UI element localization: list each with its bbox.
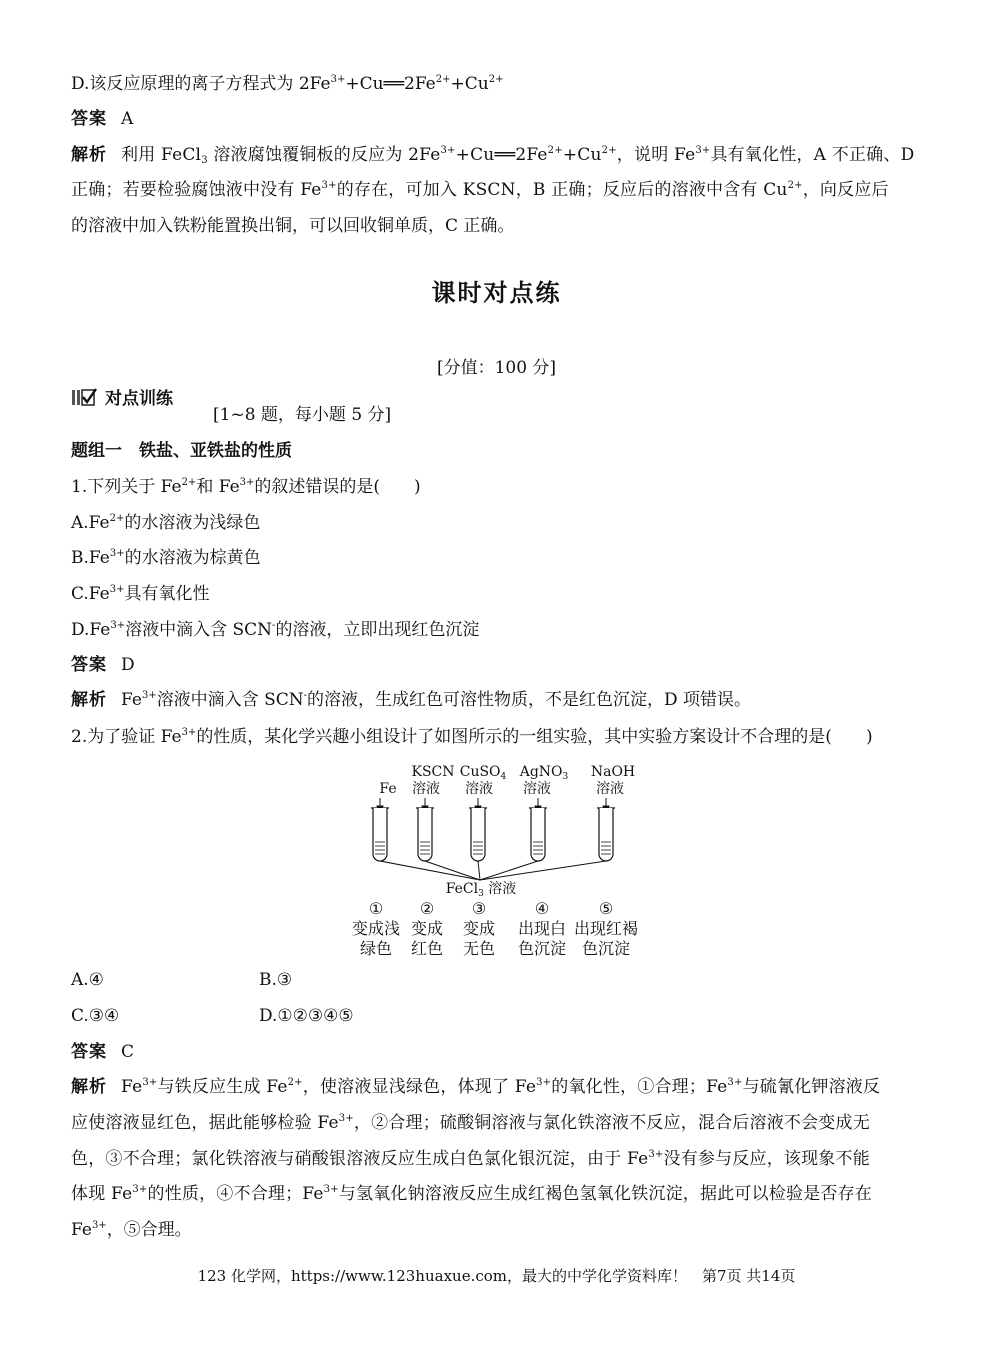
group-title: 题组一 铁盐、亚铁盐的性质: [71, 441, 292, 461]
q1-option-b: $B.Fe^{3+}$的水溶液为棕黄色: [71, 548, 261, 568]
experiment-figure: [0, 758, 993, 958]
test-tube-5: [597, 808, 615, 861]
reagent-kscn: KSCN: [411, 764, 455, 780]
q1-stem: 1.下列关于 $Fe^{2+}$和 $Fe^{3+}$的叙述错误的是( ): [71, 477, 421, 497]
reagent-agno3: AgNO$_3$: [519, 764, 569, 782]
analysis-line-2: 正确；若要检验腐蚀液中没有 $Fe^{3+}$的存在，可加入 KSCN，B 正确；反应后的溶液中含有 $Cu^{2+}$，向反应后: [71, 180, 889, 200]
answer-line-prev: [71, 107, 133, 131]
reagent-agno3-solution: 溶液: [523, 781, 551, 797]
result-1-line1: 变成浅: [351, 919, 401, 938]
practice-label: 对点训练: [105, 389, 173, 409]
result-2-line2: 红色: [410, 939, 444, 958]
score-label: [分值：100 分]: [436, 358, 557, 378]
result-2-line1: 变成: [410, 919, 444, 938]
result-number-2: ②: [419, 899, 435, 918]
q2-option-a: A.④: [71, 970, 104, 990]
result-5-line2: 色沉淀: [581, 939, 631, 958]
practice-heading: [71, 387, 173, 414]
test-tube-2: [416, 808, 434, 861]
page-footer: 123 化学网，https://www.123huaxue.com，最大的中学化学资料库！ 第7页 共14页: [197, 1267, 796, 1285]
q1-option-c: $C.Fe^{3+}$具有氧化性: [71, 584, 210, 604]
result-3-line2: 无色: [462, 939, 496, 958]
q2-option-b: B.③: [259, 970, 293, 990]
answer-label: 答案: [71, 655, 107, 675]
answer-value: D: [121, 655, 135, 675]
analysis-line-3: 的溶液中加入铁粉能置换出铜，可以回收铜单质，C 正确。: [71, 216, 515, 236]
reagent-naoh: NaOH: [590, 764, 636, 780]
q2-answer: [71, 1040, 134, 1064]
answer-value: A: [121, 109, 134, 129]
result-number-3: ③: [471, 899, 487, 918]
q2-analysis-line-5: $Fe^{3+}$，⑤合理。: [71, 1220, 192, 1240]
analysis-line-1: 解析 利用 FeCl$_3$ 溶液腐蚀覆铜板的反应为 $2Fe^{3+}+Cu══2Fe^{2+}+Cu^{2+}$，说明 $Fe^{3+}$具有氧化性，A 不正确、D: [71, 145, 915, 166]
test-tube-4: [529, 808, 547, 861]
reagent-cuso4-solution: 溶液: [465, 781, 493, 797]
result-5-line1: 出现红褐: [573, 919, 639, 938]
result-4-line2: 色沉淀: [517, 939, 567, 958]
result-number-1: ①: [368, 899, 384, 918]
q2-analysis-line-2: 应使溶液显红色，据此能够检验 $Fe^{3+}$，②合理；硫酸铜溶液与氯化铁溶液不反应，混合后溶液不会变成无: [71, 1113, 870, 1133]
option-d-line: D.该反应原理的离子方程式为 $2Fe^{3+}+Cu══2Fe^{2+}+Cu^{2+}$: [71, 74, 504, 94]
analysis-label: 解析: [71, 145, 107, 165]
result-1-line2: 绿色: [359, 939, 393, 958]
checkbox-icon: [71, 387, 97, 414]
result-3-line1: 变成: [462, 919, 496, 938]
q2-analysis-line-1: 解析 $Fe^{3+}$与铁反应生成 $Fe^{2+}$，使溶液显浅绿色，体现了 $Fe^{3+}$的氧化性，①合理；$Fe^{3+}$与硫氰化钾溶液反: [71, 1077, 881, 1097]
analysis-label: 解析: [71, 690, 107, 710]
q2-stem: 2.为了验证 $Fe^{3+}$的性质，某化学兴趣小组设计了如图所示的一组实验，其中实验方案设计不合理的是( ): [71, 727, 873, 747]
fecl3-solution-label: FeCl$_3$ 溶液: [445, 881, 517, 899]
result-4-line1: 出现白: [517, 919, 567, 938]
reagent-kscn-solution: 溶液: [412, 781, 440, 797]
reagent-naoh-solution: 溶液: [596, 781, 624, 797]
q1-analysis: 解析 $Fe^{3+}$溶液中滴入含 SCN-的溶液，生成红色可溶性物质，不是红色沉淀，D 项错误。: [71, 690, 752, 710]
answer-value: C: [121, 1042, 135, 1062]
q1-option-d: $D.Fe^{3+}$溶液中滴入含 SCN-的溶液，立即出现红色沉淀: [71, 620, 480, 640]
section-title: 课时对点练: [431, 279, 562, 307]
q2-analysis-line-3: 色，③不合理；氯化铁溶液与硝酸银溶液反应生成白色氯化银沉淀，由于 $Fe^{3+}$没有参与反应，该现象不能: [71, 1149, 870, 1169]
test-tube-3: [469, 808, 487, 861]
reagent-cuso4: CuSO$_4$: [459, 764, 507, 782]
q2-analysis-line-4: 体现 $Fe^{3+}$的性质，④不合理；$Fe^{3+}$与氢氧化钠溶液反应生成红褐色氢氧化铁沉淀，据此可以检验是否存在: [71, 1184, 872, 1204]
analysis-label: 解析: [71, 1077, 107, 1097]
result-number-5: ⑤: [598, 899, 614, 918]
question-range: [1~8 题，每小题 5 分]: [213, 405, 392, 425]
q1-option-a: $A.Fe^{2+}$的水溶液为浅绿色: [71, 513, 261, 533]
result-number-4: ④: [534, 899, 550, 918]
test-tube-1: [371, 808, 389, 861]
q2-option-d: D.①②③④⑤: [259, 1006, 354, 1026]
reagent-fe: Fe: [379, 781, 397, 797]
answer-label: 答案: [71, 109, 107, 129]
q2-option-c: C.③④: [71, 1006, 120, 1026]
answer-label: 答案: [71, 1042, 107, 1062]
q1-answer: [71, 653, 135, 677]
